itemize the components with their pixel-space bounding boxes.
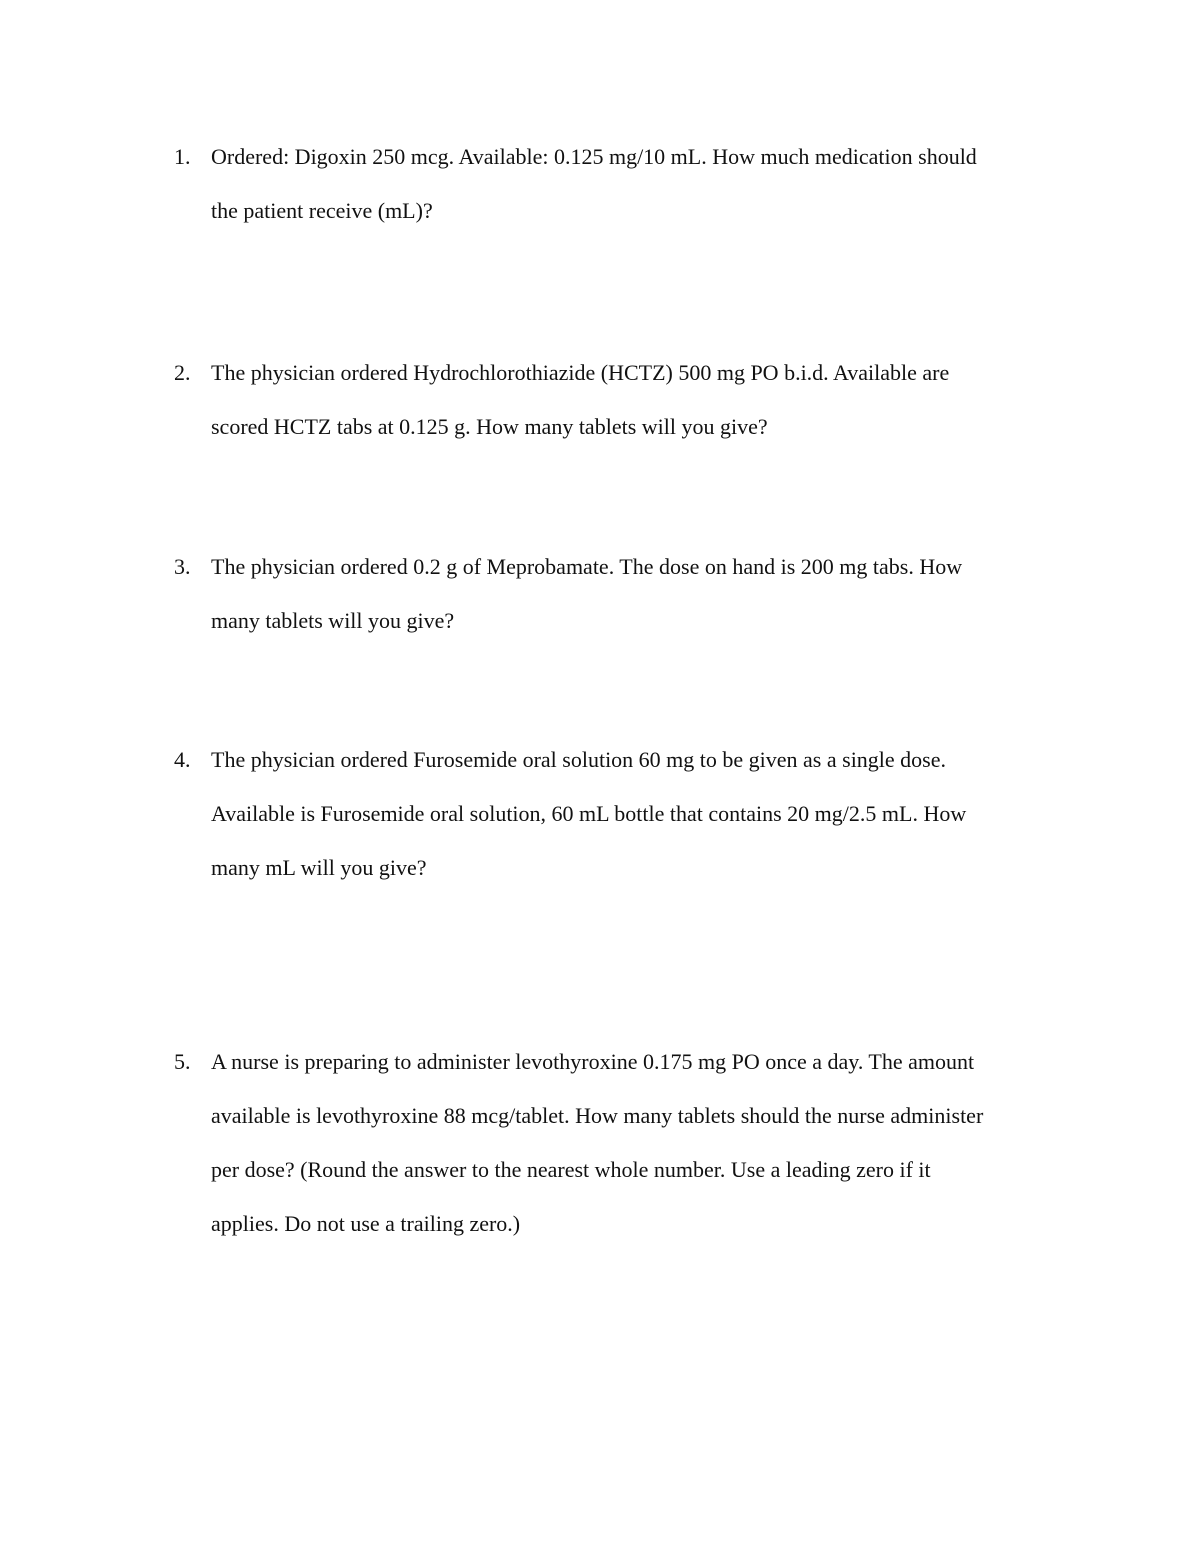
question-line: applies. Do not use a trailing zero.) (211, 1211, 521, 1236)
question-number: 1. (174, 144, 191, 169)
question-number: 2. (174, 360, 191, 385)
question-text (211, 346, 1061, 454)
question-text (211, 733, 1061, 895)
question-number: 3. (174, 554, 191, 579)
question-text (211, 1035, 1061, 1251)
question-text (211, 540, 1061, 648)
question-line: available is levothyroxine 88 mcg/tablet. How many tablets should the nurse administer (211, 1103, 984, 1128)
question-number: 5. (174, 1049, 191, 1074)
question-text (211, 130, 1061, 238)
question-line: The physician ordered Furosemide oral solution 60 mg to be given as a single dose. (211, 747, 947, 772)
question-line: many tablets will you give? (211, 608, 455, 633)
question-number: 4. (174, 747, 191, 772)
question-line: Ordered: Digoxin 250 mcg. Available: 0.125 mg/10 mL. How much medication should (211, 144, 977, 169)
question-line: scored HCTZ tabs at 0.125 g. How many tablets will you give? (211, 414, 768, 439)
question-line: the patient receive (mL)? (211, 198, 433, 223)
question-line: many mL will you give? (211, 855, 427, 880)
question-line: The physician ordered 0.2 g of Meprobamate. The dose on hand is 200 mg tabs. How (211, 554, 963, 579)
question-line: The physician ordered Hydrochlorothiazide (HCTZ) 500 mg PO b.i.d. Available are (211, 360, 950, 385)
question-line: A nurse is preparing to administer levothyroxine 0.175 mg PO once a day. The amount (211, 1049, 975, 1074)
question-line: Available is Furosemide oral solution, 60 mL bottle that contains 20 mg/2.5 mL. How (211, 801, 967, 826)
question-line: per dose? (Round the answer to the nearest whole number. Use a leading zero if it (211, 1157, 931, 1182)
